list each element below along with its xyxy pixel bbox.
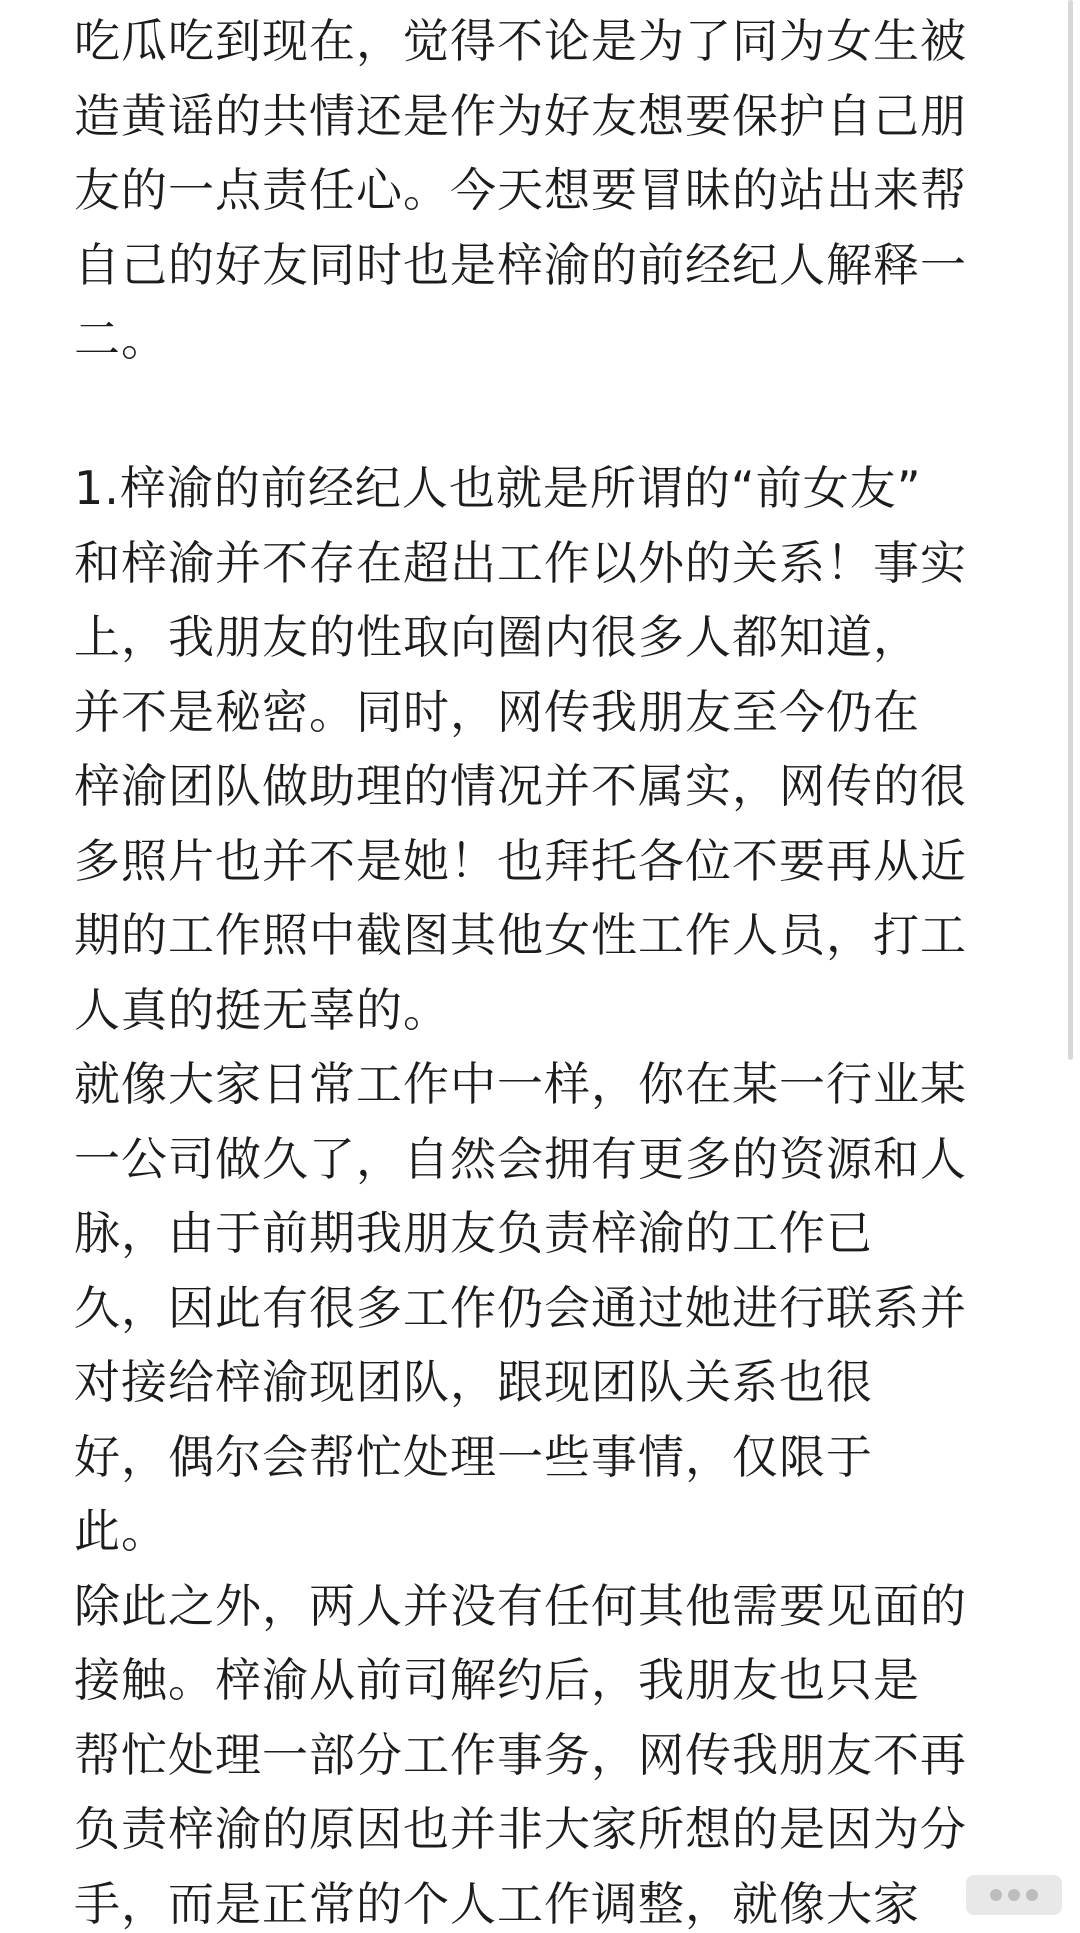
text-line: 上，我朋友的性取向圈内很多人都知道， [74, 610, 920, 664]
text-line: 二。 [74, 312, 168, 366]
text-line: 梓渝团队做助理的情况并不属实，网传的很 [74, 759, 967, 813]
text-line: 此。 [74, 1504, 168, 1558]
scrollbar-thumb[interactable] [1068, 0, 1073, 1060]
text-line: 一公司做久了，自然会拥有更多的资源和人 [74, 1131, 967, 1186]
text-line: 人真的挺无辜的。 [74, 982, 450, 1037]
text-line: 手，而是正常的个人工作调整，就像大家 [74, 1876, 920, 1931]
text-line: 多照片也并不是她！也拜托各位不要再从近 [74, 833, 967, 888]
text-line: 就像大家日常工作中一样，你在某一行业某 [74, 1057, 967, 1111]
paragraph-intro [74, 4, 1014, 377]
watermark-dot [990, 1889, 1002, 1901]
text-line: 负责梓渝的原因也并非大家所想的是因为分 [74, 1802, 967, 1856]
watermark-dot [1008, 1889, 1020, 1901]
watermark-dot [1026, 1889, 1038, 1901]
text-line: 对接给梓渝现团队，跟现团队关系也很 [74, 1355, 873, 1409]
text-line: 并不是秘密。同时，网传我朋友至今仍在 [74, 684, 920, 739]
text-line: 除此之外，两人并没有任何其他需要见面的 [74, 1578, 967, 1633]
text-line: 久，因此有很多工作仍会通过她进行联系并 [74, 1280, 967, 1335]
text-line: 好，偶尔会帮忙处理一些事情，仅限于 [74, 1429, 873, 1484]
text-line: 帮忙处理一部分工作事务，网传我朋友不再 [74, 1727, 967, 1782]
post-body [74, 4, 1014, 1933]
text-line: 脉，由于前期我朋友负责梓渝的工作已 [74, 1206, 873, 1260]
text-line: 1.梓渝的前经纪人也就是所谓的“前女友” [74, 461, 922, 515]
text-line: 期的工作照中截图其他女性工作人员，打工 [74, 908, 967, 962]
text-line: 自己的好友同时也是梓渝的前经纪人解释一 [74, 237, 967, 292]
paragraph-point-1 [74, 451, 1014, 1933]
scrollbar[interactable] [1066, 0, 1076, 1933]
text-line: 和梓渝并不存在超出工作以外的关系！事实 [74, 535, 967, 590]
text-line: 友的一点责任心。今天想要冒昧的站出来帮 [74, 163, 967, 217]
text-line: 接触。梓渝从前司解约后，我朋友也只是 [74, 1653, 920, 1707]
text-line: 吃瓜吃到现在，觉得不论是为了同为女生被 [74, 14, 967, 68]
paragraph-gap [74, 377, 1014, 452]
weibo-watermark-icon [966, 1875, 1062, 1915]
text-line: 造黄谣的共情还是作为好友想要保护自己朋 [74, 88, 967, 143]
